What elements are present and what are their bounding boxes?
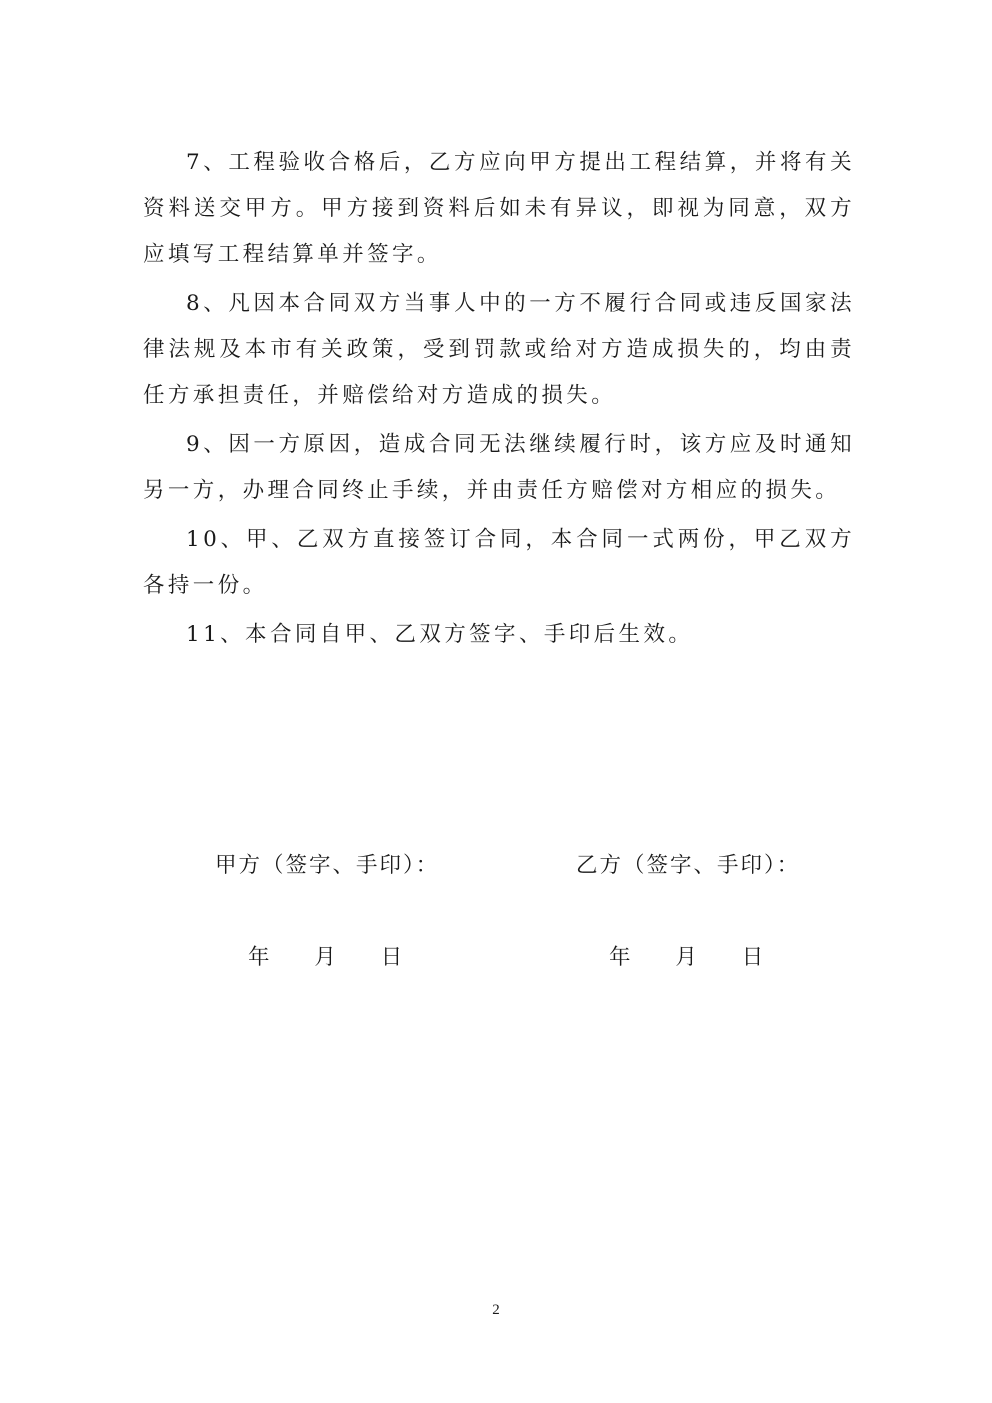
party-b-date — [609, 940, 763, 971]
month-label: 月 — [314, 945, 336, 970]
clause-11: 11、本合同自甲、乙双方签字、手印后生效。 — [186, 622, 694, 647]
clause-9: 9、因一方原因，造成合同无法继续履行时，该方应及时通知另一方，办理合同终止手续，并由责任方赔偿对方相应的损失。 — [143, 432, 855, 503]
page-number: 2 — [492, 1302, 500, 1318]
month-label: 月 — [675, 945, 697, 970]
party-a-signature-label: 甲方（签字、手印）： — [215, 853, 440, 878]
contract-clauses — [143, 140, 855, 661]
year-label: 年 — [248, 945, 270, 970]
clause-8: 8、凡因本合同双方当事人中的一方不履行合同或违反国家法律法规及本市有关政策，受到罚款或给对方造成损失的，均由责任方承担责任，并赔偿给对方造成的损失。 — [143, 291, 855, 408]
year-label: 年 — [609, 945, 631, 970]
clause-7: 7、工程验收合格后，乙方应向甲方提出工程结算，并将有关资料送交甲方。甲方接到资料后如未有异议，即视为同意，双方应填写工程结算单并签字。 — [143, 150, 855, 267]
day-label: 日 — [741, 945, 764, 970]
party-a-date — [248, 940, 402, 971]
party-b-signature-label: 乙方（签字、手印）： — [576, 853, 801, 878]
clause-10: 10、甲、乙双方直接签订合同，本合同一式两份，甲乙双方各持一份。 — [143, 527, 855, 598]
day-label: 日 — [380, 945, 403, 970]
